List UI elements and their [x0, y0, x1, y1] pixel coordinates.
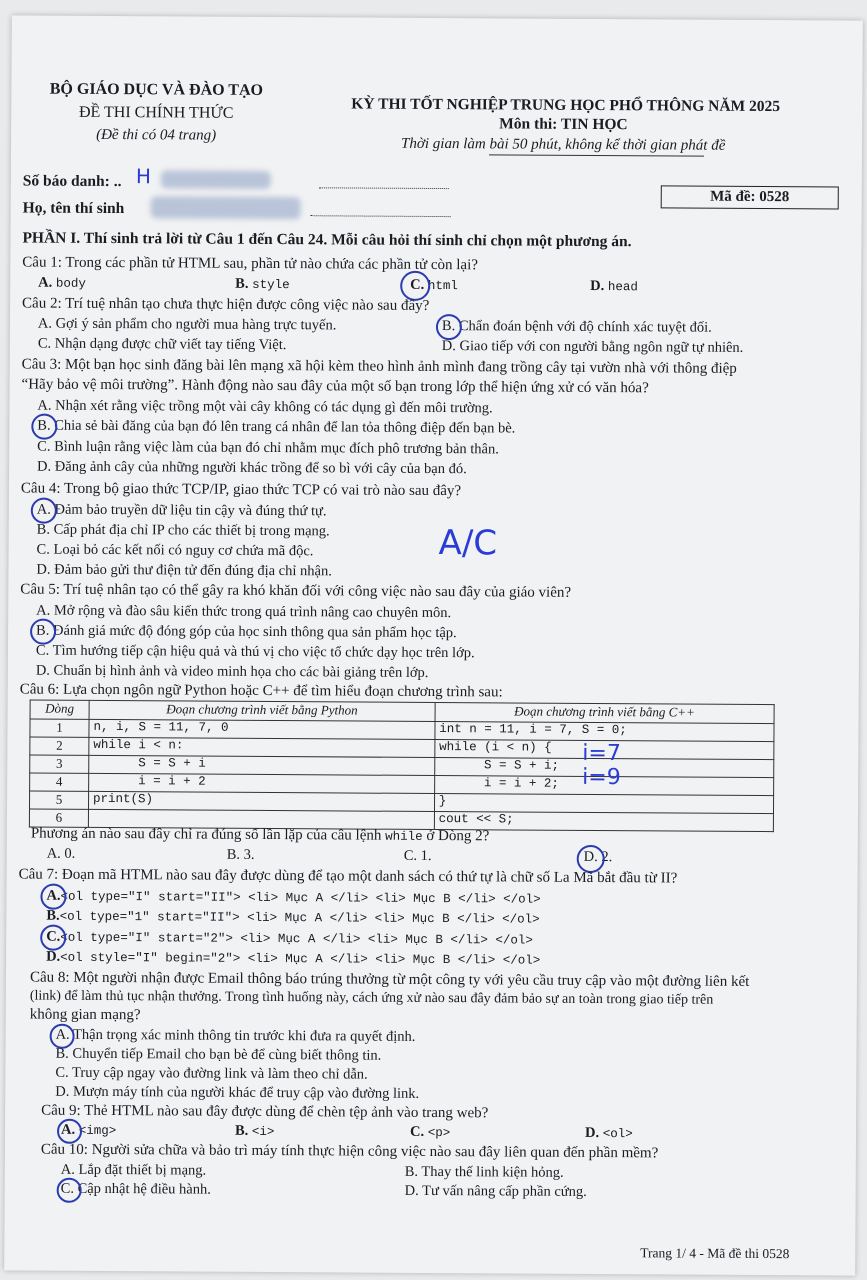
col-line-header: Dòng [30, 700, 89, 719]
q6-option-c[interactable]: C. 1. [403, 847, 432, 864]
col-cpp-header: Đoạn chương trình viết bằng C++ [435, 703, 774, 724]
handwritten-q4-note: A/C [438, 523, 498, 564]
id-dots [319, 187, 449, 189]
table-row: 5 print(S) } [29, 791, 773, 814]
q6-option-d[interactable]: D. 2. [583, 848, 613, 866]
q10-option-a[interactable]: A. Lắp đặt thiết bị mạng. [60, 1161, 207, 1179]
q8-text-line3: không gian mạng? [29, 1006, 141, 1024]
q1-option-d[interactable]: D. head [590, 277, 638, 295]
q2-option-b[interactable]: B. Chẩn đoán bệnh với độ chính xác tuyệt đối. [441, 318, 712, 336]
title-underline [489, 154, 704, 156]
q5-option-c[interactable]: C. Tìm hướng tiếp cận hiệu quả và thú vị cho việc tổ chức dạy học trên lớp. [35, 642, 475, 662]
q3-option-b[interactable]: B. Chia sẻ bài đăng của bạn đó lên trang cá nhân để lan tỏa thông điệp đến bạn bè. [37, 417, 516, 437]
redacted-id [161, 170, 271, 189]
exam-code-box: Mã đề: 0528 [661, 185, 839, 209]
q9-option-d[interactable]: D. <ol> [584, 1124, 633, 1142]
q4-option-d[interactable]: D. Đảm bảo gửi thư điện tử đến đúng địa chỉ nhận. [36, 561, 332, 580]
q10-answer-circle [57, 1178, 82, 1203]
handwritten-note-1: i=7 [582, 740, 621, 767]
col-python-header: Đoạn chương trình viết bằng Python [89, 700, 435, 721]
handwritten-note-2: i=9 [582, 764, 621, 791]
q1-option-b[interactable]: B. style [235, 275, 290, 293]
q5-option-d[interactable]: D. Chuẩn bị hình ảnh và video minh họa cho các bài giảng trên lớp. [35, 662, 429, 681]
q10-option-c[interactable]: C. Cập nhật hệ điều hành. [60, 1180, 211, 1198]
q4-text: Câu 4: Trong bộ giao thức TCP/IP, giao thức TCP có vai trò nào sau đây? [20, 480, 462, 500]
q1-answer-circle [400, 271, 430, 301]
q2-text: Câu 2: Trí tuệ nhân tạo chưa thực hiện được công việc nào sau đây? [22, 295, 430, 314]
candidate-name-label: Họ, tên thí sinh [22, 199, 125, 218]
ministry-name: BỘ GIÁO DỤC VÀ ĐÀO TẠO [49, 80, 264, 99]
q1-option-a[interactable]: A. body [38, 274, 86, 291]
table-row: 3 S = S + i S = S + i; [30, 755, 774, 778]
handwritten-sbd: H [135, 164, 151, 189]
q1-option-c[interactable]: C. html [410, 276, 458, 294]
q2-option-d[interactable]: D. Giao tiếp với con người bằng ngôn ngữ tự nhiên. [441, 338, 744, 356]
q9-option-c[interactable]: C. <p> [409, 1123, 451, 1141]
q8-text-line2: (link) để làm thủ tục nhận thưởng. Trong tình huống này, cách ứng xử nào sau đây đảm bảo sự an toàn trong giao tiếp trên [29, 988, 714, 1008]
q3-text-line2: “Hãy bảo vệ môi trường”. Hành động nào sau đây của một số bạn trong lớp thể hiện ứng xử có văn hóa? [21, 376, 649, 397]
q7-option-b[interactable]: B.<ol type="1" start="II"> <li> Mục A </li> <li> Mục B </li> </ol> [46, 907, 540, 927]
q7-option-c[interactable]: C.<ol type="I" start="2"> <li> Mục A </li> <li> Mục B </li> </ol> [46, 928, 533, 948]
exam-sheet [4, 15, 863, 1275]
q7-option-d[interactable]: D.<ol style="I" begin="2"> <li> Mục A </li> <li> Mục B </li> </ol> [46, 948, 541, 968]
q8-option-d[interactable]: D. Mượn máy tính của người khác để truy cập vào đường link. [55, 1083, 420, 1102]
q6-question: Phương án nào sau đây chỉ ra đúng số lần lặp của câu lệnh while ở Dòng 2? [30, 825, 490, 845]
q8-answer-circle [50, 1024, 75, 1049]
q2-option-a[interactable]: A. Gợi ý sản phẩm cho người mua hàng trực tuyến. [37, 315, 337, 334]
q9-text: Câu 9: Thẻ HTML nào sau đây được dùng để chèn tệp ảnh vào trang web? [41, 1102, 489, 1122]
q6-text: Câu 6: Lựa chọn ngôn ngữ Python hoặc C++ để tìm hiểu đoạn chương trình sau: [19, 681, 503, 701]
q5-option-b[interactable]: B. Đánh giá mức độ đóng góp của học sinh thông qua sản phẩm học tập. [36, 622, 457, 642]
q8-option-b[interactable]: B. Chuyển tiếp Email cho bạn bè để cùng biết thông tin. [55, 1045, 382, 1064]
q3-option-a[interactable]: A. Nhận xét rằng việc trồng một vài cây không có tác dụng gì đến môi trường. [37, 397, 493, 417]
subject: Môn thi: TIN HỌC [499, 115, 628, 134]
q7-answer-circle-c [40, 925, 66, 951]
table-row: 4 i = i + 2 i = i + 2; [30, 773, 774, 796]
q5-text: Câu 5: Trí tuệ nhân tạo có thể gây ra khó khăn đối với công việc nào sau đây của giáo viên? [20, 581, 572, 601]
q5-answer-circle [30, 619, 56, 645]
q3-option-d[interactable]: D. Đăng ảnh cây của những người khác trồng để so bì với cây của bạn đó. [37, 458, 467, 478]
q2-answer-circle [436, 314, 462, 340]
q1-text: Câu 1: Trong các phần tử HTML sau, phần tử nào chứa các phần tử còn lại? [22, 254, 478, 274]
redacted-name [151, 196, 301, 219]
q3-text-line1: Câu 3: Một bạn học sinh đăng bài lên mạng xã hội kèm theo hình ảnh mình đang trồng cây tại vườn nhà với thông điệp [21, 356, 737, 377]
table-row: 2 while i < n: while (i < n) { [30, 737, 774, 760]
exam-type: ĐỀ THI CHÍNH THỨC [78, 103, 234, 122]
q5-option-a[interactable]: A. Mở rộng và đào sâu kiến thức trong quá trình nâng cao chuyên môn. [36, 602, 452, 622]
name-dots [311, 215, 451, 217]
q4-option-a[interactable]: A. Đảm bảo truyền dữ liệu tin cậy và đúng thứ tự. [36, 501, 327, 520]
time-limit: Thời gian làm bài 50 phút, không kể thời gian phát đề [401, 135, 726, 154]
q3-option-c[interactable]: C. Bình luận rằng việc làm của bạn đó chỉ nhằm mục đích phô trương bản thân. [37, 438, 499, 458]
q7-option-a[interactable]: A.<ol type="I" start="II"> <li> Mục A </li> <li> Mục B </li> </ol> [46, 887, 541, 907]
q4-option-b[interactable]: B. Cấp phát địa chỉ IP cho các thiết bị trong mạng. [36, 521, 330, 540]
q8-text-line1: Câu 8: Một người nhận được Email thông báo trúng thưởng từ một công ty với yêu cầu truy cập vào một đường liên kết [29, 969, 750, 990]
table-row: 6 cout << S; [29, 809, 773, 832]
q6-code-table [29, 700, 775, 833]
q8-option-a[interactable]: A. Thận trọng xác minh thông tin trước khi đưa ra quyết định. [55, 1026, 416, 1045]
q6-option-a[interactable]: A. 0. [46, 845, 76, 862]
q8-option-c[interactable]: C. Truy cập ngay vào đường link và làm theo chỉ dẫn. [55, 1064, 368, 1083]
candidate-id-label: Số báo danh: .. [22, 172, 122, 191]
q4-option-c[interactable]: C. Loại bỏ các kết nối có nguy cơ chứa mã độc. [36, 541, 314, 560]
q6-answer-circle [577, 845, 605, 873]
q9-option-b[interactable]: B. <i> [234, 1122, 275, 1140]
page-count: (Đề thi có 04 trang) [96, 126, 217, 144]
q10-text: Câu 10: Người sửa chữa và bảo trì máy tính thực hiện công việc nào sau đây liên quan đến phần mềm? [40, 1141, 659, 1162]
q7-text: Câu 7: Đoạn mã HTML nào sau đây được dùng để tạo một danh sách có thứ tự là chữ số La Mã bắt đầu từ II? [18, 866, 678, 887]
q7-answer-circle-a [40, 884, 66, 910]
q9-option-a[interactable]: A. <img> [60, 1121, 117, 1139]
exam-title: KỲ THI TỐT NGHIỆP TRUNG HỌC PHỔ THÔNG NĂM 2025 [351, 95, 781, 116]
q2-option-c[interactable]: C. Nhận dạng được chữ viết tay tiếng Việt. [37, 335, 287, 354]
q3-answer-circle [31, 414, 57, 440]
table-row: 1 n, i, S = 11, 7, 0 int n = 11, i = 7, S = 0; [30, 719, 774, 742]
q10-option-b[interactable]: B. Thay thế linh kiện hỏng. [404, 1163, 564, 1181]
page-footer: Trang 1/ 4 - Mã đề thi 0528 [640, 1245, 790, 1262]
q10-option-d[interactable]: D. Tư vấn nâng cấp phần cứng. [404, 1182, 587, 1200]
part1-instruction: PHẦN I. Thí sinh trả lời từ Câu 1 đến Câu 24. Mỗi câu hỏi thí sinh chỉ chọn một phương án. [22, 229, 632, 251]
q4-answer-circle [31, 498, 57, 524]
q9-answer-circle [57, 1119, 82, 1144]
q6-option-b[interactable]: B. 3. [226, 846, 255, 863]
